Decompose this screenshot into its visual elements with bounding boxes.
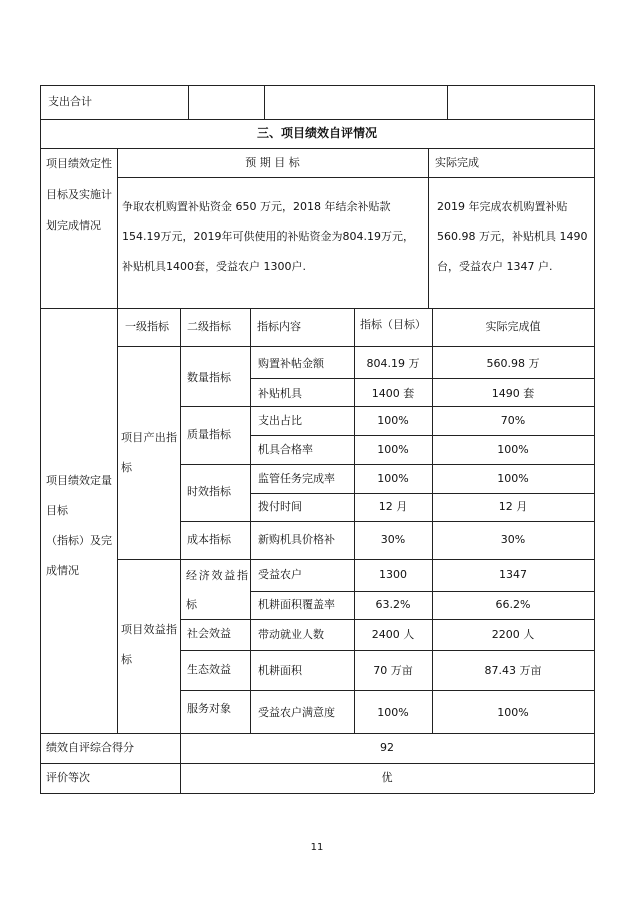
row-content: 受益农户满意度	[258, 706, 335, 719]
table-border	[428, 148, 429, 308]
grade-value: 优	[381, 771, 393, 784]
table-border	[250, 591, 594, 592]
level2-timeliness: 时效指标	[187, 485, 231, 498]
row-content: 补贴机具	[258, 387, 302, 400]
row-target: 100%	[377, 472, 409, 485]
page-number: 11	[310, 842, 324, 853]
table-border	[594, 85, 595, 793]
table-border	[180, 308, 181, 793]
row-content: 带动就业人数	[258, 628, 324, 641]
row-target: 100%	[377, 706, 409, 719]
table-border	[40, 793, 594, 794]
row-content: 购置补帖金额	[258, 357, 324, 370]
row-actual: 560.98 万	[486, 357, 540, 370]
table-border	[264, 85, 265, 119]
header-level1: 一级指标	[125, 320, 169, 333]
table-border	[250, 435, 594, 436]
expected-header: 预 期 目 标	[245, 156, 300, 169]
table-border	[250, 308, 251, 733]
row-content: 机耕面积覆盖率	[258, 598, 335, 611]
table-border	[117, 308, 118, 733]
row-target: 1300	[379, 568, 407, 581]
table-border	[250, 493, 594, 494]
row-target: 100%	[377, 414, 409, 427]
row-actual: 1347	[499, 568, 527, 581]
quantitative-label-line1: 项目绩效定量目标	[46, 474, 112, 517]
row-target: 2400 人	[371, 628, 415, 641]
table-border	[40, 763, 594, 764]
table-border	[40, 85, 41, 793]
table-border	[40, 119, 594, 120]
row-actual: 12 月	[498, 500, 528, 513]
level2-quality: 质量指标	[187, 428, 231, 441]
row-actual: 66.2%	[495, 598, 531, 611]
header-target: 指标（目标）	[360, 318, 426, 331]
actual-header: 实际完成	[435, 156, 479, 169]
output-indicator-label: 项目产出指标	[121, 431, 177, 474]
table-border	[180, 619, 594, 620]
row-target: 30%	[380, 533, 406, 546]
level2-quantity: 数量指标	[187, 371, 231, 384]
grade-label: 评价等次	[46, 771, 90, 784]
header-actual: 实际完成值	[485, 320, 541, 333]
row-content: 拨付时间	[258, 500, 302, 513]
table-border	[40, 148, 594, 149]
row-actual: 87.43 万亩	[484, 664, 542, 677]
level2-cost: 成本指标	[187, 533, 231, 546]
row-actual: 70%	[500, 414, 526, 427]
row-target: 12 月	[378, 500, 408, 513]
row-actual: 30%	[500, 533, 526, 546]
table-border	[188, 85, 189, 119]
table-border	[447, 85, 448, 119]
row-content: 支出占比	[258, 414, 302, 427]
section-title: 三、项目绩效自评情况	[256, 126, 377, 140]
row-target: 1400 套	[371, 387, 415, 400]
expected-text: 争取农机购置补贴资金 650 万元，2018 年结余补贴款 154.19万元，2019年可供使用的补贴资金为804.19万元，补贴机具1400套，受益农户 1300户.	[122, 200, 414, 273]
level2-service: 服务对象	[187, 702, 231, 715]
row-content: 机具合格率	[258, 443, 313, 456]
table-border	[40, 85, 594, 86]
actual-text: 2019 年完成农机购置补贴 560.98 万元，补贴机具 1490 台，受益农户 1347 户.	[437, 200, 588, 273]
table-border	[117, 346, 594, 347]
table-border	[180, 464, 594, 465]
header-level2: 二级指标	[187, 320, 231, 333]
quantitative-label-line2: （指标）及完成情况	[46, 534, 112, 577]
score-value: 92	[380, 741, 394, 754]
table-border	[180, 650, 594, 651]
table-border	[250, 378, 594, 379]
row-content: 受益农户	[258, 568, 302, 581]
row-actual: 100%	[497, 472, 529, 485]
level2-ecological: 生态效益	[187, 663, 231, 676]
qualitative-label: 项目绩效定性目标及实施计划完成情况	[46, 157, 112, 232]
row-target: 804.19 万	[366, 357, 420, 370]
table-border	[40, 733, 594, 734]
table-border	[180, 406, 594, 407]
row-content: 机耕面积	[258, 664, 302, 677]
benefit-indicator-label: 项目效益指标	[121, 623, 177, 666]
table-border	[40, 308, 594, 309]
row-target: 70 万亩	[373, 664, 413, 677]
row-content: 新购机具价格补	[258, 533, 335, 546]
row-target: 100%	[377, 443, 409, 456]
table-border	[117, 559, 594, 560]
row-actual: 100%	[497, 443, 529, 456]
level2-economic: 经济效益指标	[186, 569, 248, 611]
header-content: 指标内容	[257, 320, 301, 333]
row-target: 63.2%	[375, 598, 411, 611]
row-actual: 2200 人	[491, 628, 535, 641]
row-content: 监管任务完成率	[258, 472, 335, 485]
level2-social: 社会效益	[187, 627, 231, 640]
expense-total-label: 支出合计	[48, 95, 92, 108]
row-actual: 1490 套	[491, 387, 535, 400]
table-border	[117, 177, 594, 178]
table-border	[117, 148, 118, 308]
row-actual: 100%	[497, 706, 529, 719]
table-border	[180, 521, 594, 522]
score-label: 绩效自评综合得分	[46, 741, 134, 754]
table-border	[180, 690, 594, 691]
